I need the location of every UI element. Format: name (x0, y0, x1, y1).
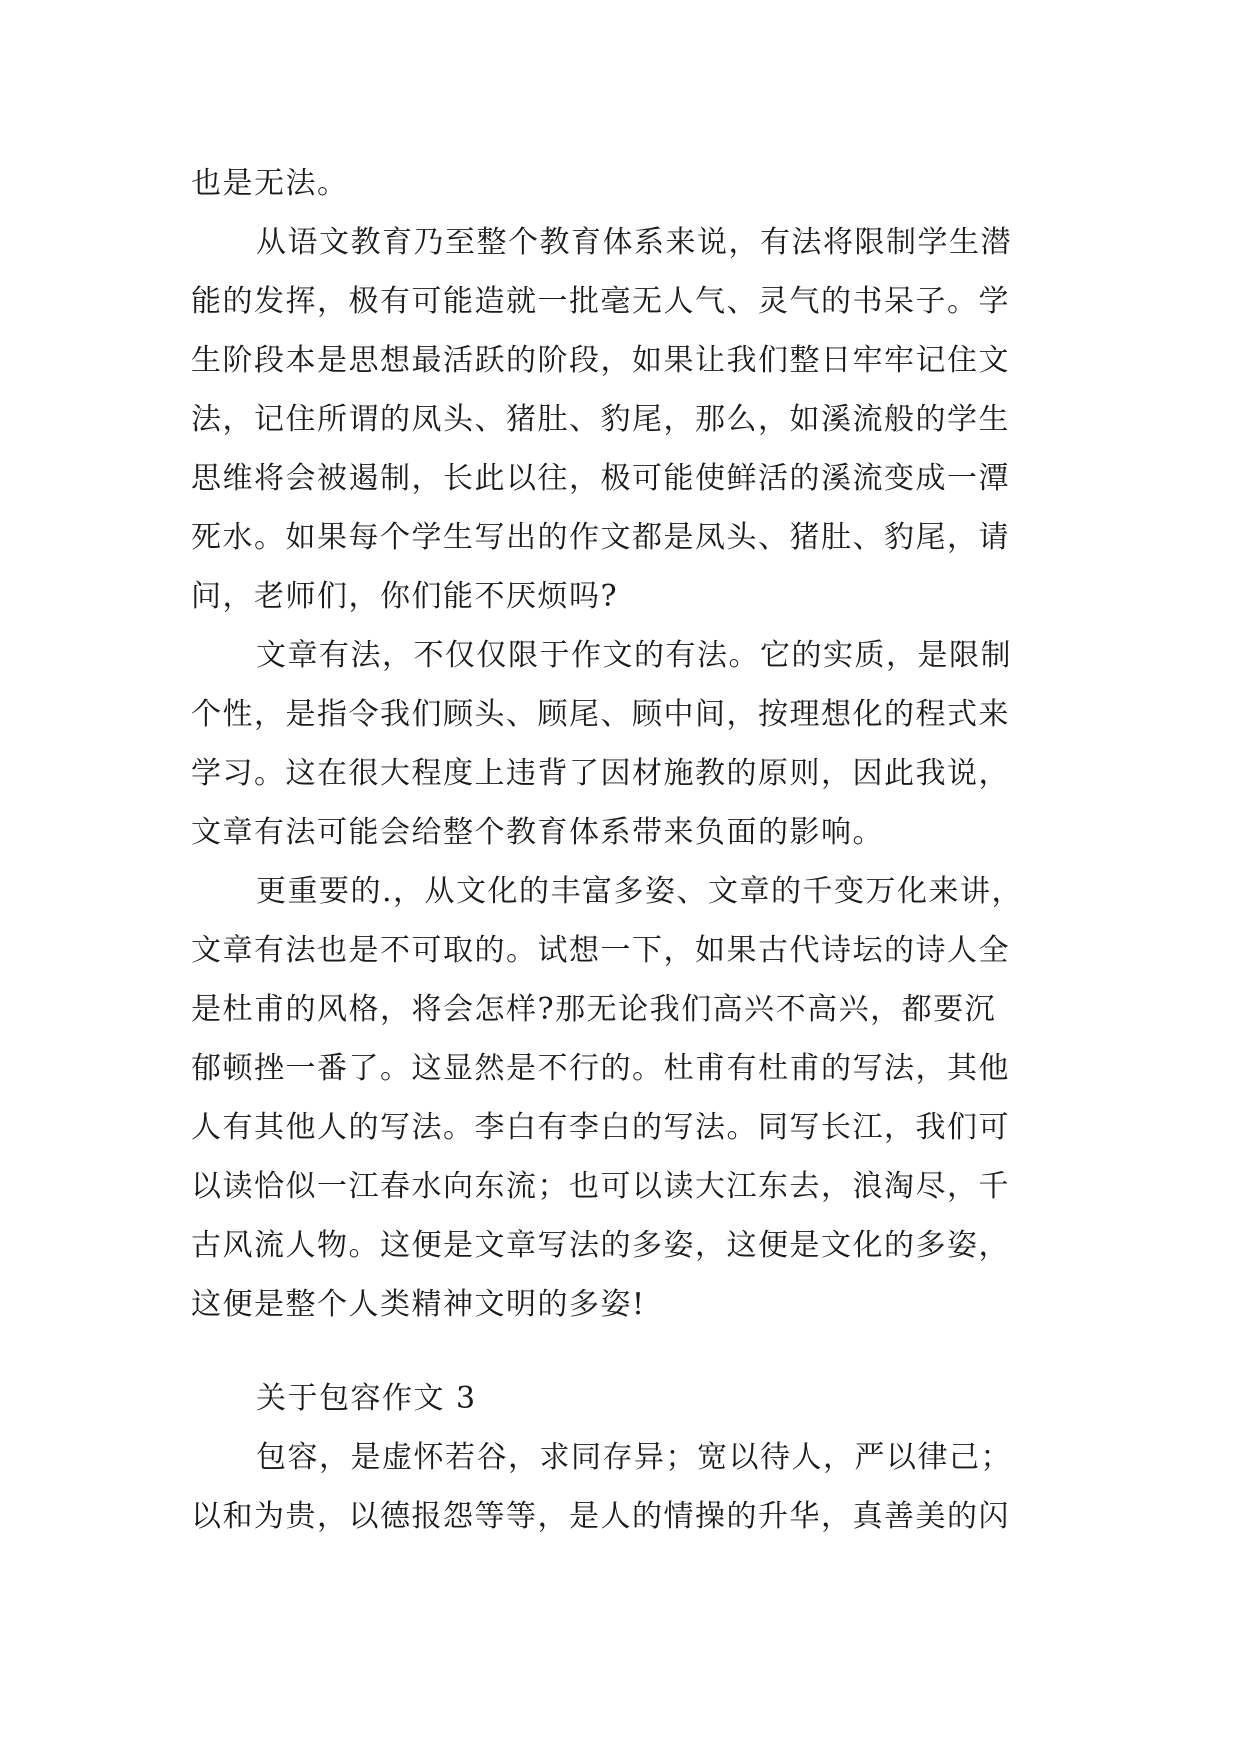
paragraph-start-line: 包容，是虚怀若谷，求同存异；宽以待人，严以律己； (256, 1440, 1012, 1475)
text-line: 人有其他人的写法。李白有李白的写法。同写长江，我们可 (191, 1110, 1010, 1145)
essay-body-part-2 (191, 1369, 1061, 1546)
paragraph-start-line: 文章有法，不仅仅限于作文的有法。它的实质，是限制 (256, 638, 1012, 673)
text-line: 古风流人物。这便是文章写法的多姿，这便是文化的多姿， (191, 1228, 1010, 1263)
text-line: 生阶段本是思想最活跃的阶段，如果让我们整日牢牢记住文 (191, 343, 1010, 378)
text-line: 文章有法也是不可取的。试想一下，如果古代诗坛的诗人全 (191, 933, 1010, 968)
text-line: 能的发挥，极有可能造就一批毫无人气、灵气的书呆子。学 (191, 284, 1010, 319)
essay-body-part-1 (191, 154, 1061, 1334)
text-line: 死水。如果每个学生写出的作文都是凤头、猪肚、豹尾，请 (191, 520, 1010, 555)
section-heading: 关于包容作文 3 (256, 1381, 477, 1416)
text-line: 问，老师们，你们能不厌烦吗? (191, 579, 619, 614)
text-line: 以读恰似一江春水向东流；也可以读大江东去，浪淘尽，千 (191, 1169, 1010, 1204)
text-line: 这便是整个人类精神文明的多姿! (191, 1287, 646, 1322)
text-line: 思维将会被遏制，长此以往，极可能使鲜活的溪流变成一潭 (191, 461, 1010, 496)
text-line: 是杜甫的风格，将会怎样?那无论我们高兴不高兴，都要沉 (191, 992, 997, 1027)
text-line: 以和为贵，以德报怨等等，是人的情操的升华，真善美的闪 (191, 1499, 1010, 1534)
text-line: 个性，是指令我们顾头、顾尾、顾中间，按理想化的程式来 (191, 697, 1010, 732)
paragraph-start-line: 从语文教育乃至整个教育体系来说，有法将限制学生潜 (256, 225, 1012, 260)
text-line: 郁顿挫一番了。这显然是不行的。杜甫有杜甫的写法，其他 (191, 1051, 1010, 1086)
text-line: 文章有法可能会给整个教育体系带来负面的影响。 (191, 815, 884, 850)
paragraph-start-line: 更重要的.，从文化的丰富多姿、文章的千变万化来讲， (256, 874, 1024, 909)
text-line: 也是无法。 (191, 166, 349, 201)
text-line: 法，记住所谓的凤头、猪肚、豹尾，那么，如溪流般的学生 (191, 402, 1010, 437)
text-line: 学习。这在很大程度上违背了因材施教的原则，因此我说， (191, 756, 1010, 791)
